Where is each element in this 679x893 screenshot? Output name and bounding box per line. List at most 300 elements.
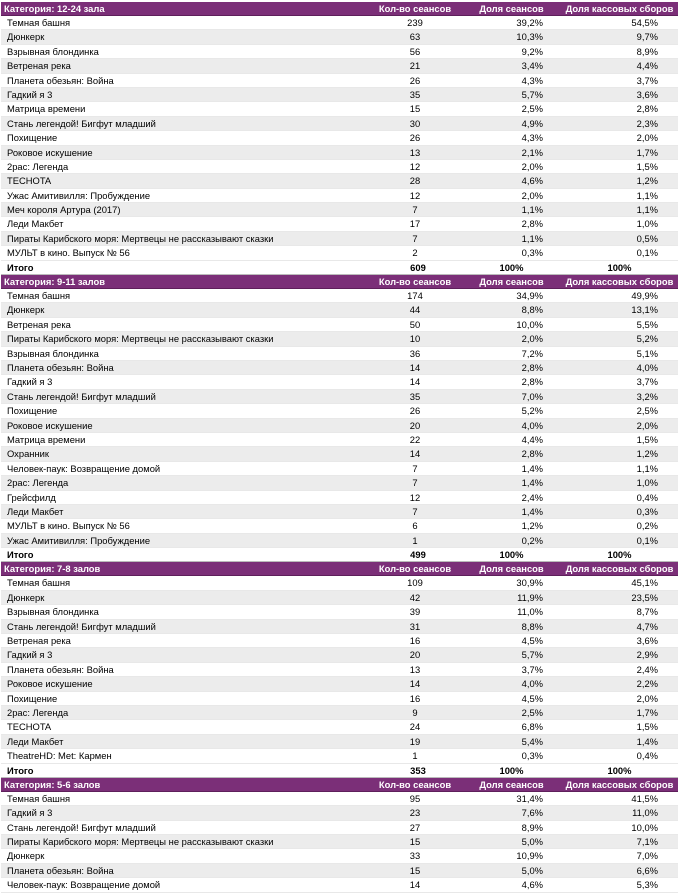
session-count: 30 <box>409 117 421 129</box>
film-title: Гадкий я 3 <box>7 807 53 819</box>
table-row <box>1 605 678 619</box>
session-count: 28 <box>409 175 421 187</box>
col-header-share-box: Доля кассовых сборов <box>565 276 674 288</box>
session-count: 36 <box>409 347 421 359</box>
film-title: Гадкий я 3 <box>7 88 53 100</box>
film-title: Гадкий я 3 <box>7 376 53 388</box>
box-office-share: 1,5% <box>636 433 658 445</box>
col-header-count: Кол-во сеансов <box>378 778 452 790</box>
session-count: 50 <box>409 318 421 330</box>
session-share: 1,1% <box>521 204 543 216</box>
session-count: 26 <box>409 132 421 144</box>
total-session-share: 100% <box>499 549 524 561</box>
film-title: Пираты Карибского моря: Мертвецы не рассказывают сказки <box>7 232 274 244</box>
film-title: Охранник <box>7 448 49 460</box>
col-header-share-sessions: Доля сеансов <box>479 276 544 288</box>
table-row <box>1 849 678 863</box>
col-header-count: Кол-во сеансов <box>378 563 452 575</box>
session-count: 14 <box>409 879 421 891</box>
session-share: 4,3% <box>521 132 543 144</box>
box-office-share: 1,5% <box>636 721 658 733</box>
table-row <box>1 375 678 389</box>
table-row <box>1 433 678 447</box>
film-title: Матрица времени <box>7 103 86 115</box>
session-count: 35 <box>409 88 421 100</box>
film-title: 2рас: Легенда <box>7 477 69 489</box>
session-share: 4,0% <box>521 419 543 431</box>
box-office-share: 1,0% <box>636 477 658 489</box>
film-title: Стань легендой! Бигфут младший <box>7 620 156 632</box>
box-office-share: 49,9% <box>631 290 658 302</box>
session-share: 1,4% <box>521 462 543 474</box>
table-row <box>1 462 678 476</box>
film-title: TECHOTA <box>7 721 52 733</box>
box-office-share: 5,2% <box>636 333 658 345</box>
table-row <box>1 217 678 231</box>
box-office-share: 2,9% <box>636 649 658 661</box>
table-row <box>1 878 678 892</box>
session-share: 0,3% <box>521 750 543 762</box>
session-share: 2,8% <box>521 218 543 230</box>
session-count: 22 <box>409 433 421 445</box>
col-header-share-sessions: Доля сеансов <box>479 778 544 790</box>
session-count: 27 <box>409 821 421 833</box>
film-title: Леди Макбет <box>7 735 64 747</box>
session-count: 13 <box>409 146 421 158</box>
box-office-share: 0,2% <box>636 520 658 532</box>
session-count: 44 <box>409 304 421 316</box>
film-title: Взрывная блондинка <box>7 347 99 359</box>
session-share: 11,9% <box>517 591 543 603</box>
total-box-share: 100% <box>607 549 632 561</box>
session-count: 7 <box>412 477 418 489</box>
session-share: 4,3% <box>521 74 543 86</box>
session-share: 7,0% <box>521 390 543 402</box>
session-count: 63 <box>409 31 421 43</box>
film-title: Ветреная река <box>7 60 71 72</box>
box-office-share: 3,6% <box>636 635 658 647</box>
total-count: 499 <box>410 549 426 561</box>
table-row <box>1 117 678 131</box>
film-title: Леди Макбет <box>7 505 64 517</box>
box-office-share: 23,5% <box>631 591 658 603</box>
film-title: 2рас: Легенда <box>7 706 69 718</box>
box-office-share: 1,1% <box>636 204 658 216</box>
session-count: 26 <box>409 74 421 86</box>
film-title: TECHOTA <box>7 175 52 187</box>
film-title: TheatreHD: Met: Кармен <box>7 750 112 762</box>
box-office-share: 0,4% <box>636 491 658 503</box>
box-office-share: 5,1% <box>636 347 658 359</box>
session-count: 20 <box>409 649 421 661</box>
film-title: Ужас Амитивилля: Пробуждение <box>7 189 151 201</box>
session-share: 8,8% <box>521 620 543 632</box>
session-share: 4,4% <box>521 433 543 445</box>
film-title: Матрица времени <box>7 433 86 445</box>
table-row <box>1 174 678 188</box>
box-office-share: 0,1% <box>636 534 658 546</box>
box-office-share: 0,3% <box>636 505 658 517</box>
film-title: Человек-паук: Возвращение домой <box>7 462 161 474</box>
box-office-share: 1,2% <box>636 448 658 460</box>
session-count: 109 <box>407 577 423 589</box>
total-row <box>1 261 678 275</box>
session-count: 13 <box>409 663 421 675</box>
table-row <box>1 160 678 174</box>
total-session-share: 100% <box>499 261 524 273</box>
session-count: 15 <box>409 864 421 876</box>
session-share: 1,4% <box>521 477 543 489</box>
session-count: 15 <box>409 103 421 115</box>
film-title: Дюнкерк <box>7 591 45 603</box>
box-office-share: 4,0% <box>636 361 658 373</box>
session-share: 2,8% <box>521 361 543 373</box>
col-header-share-box: Доля кассовых сборов <box>565 3 674 14</box>
session-count: 7 <box>412 505 418 517</box>
category-title: Категория: 5-6 залов <box>4 778 101 790</box>
table-row <box>1 289 678 303</box>
box-office-share: 13,1% <box>631 304 658 316</box>
box-office-share: 3,7% <box>636 376 658 388</box>
session-share: 0,3% <box>521 247 543 259</box>
film-title: Планета обезьян: Война <box>7 74 114 86</box>
table-row <box>1 88 678 102</box>
session-count: 14 <box>409 361 421 373</box>
box-office-share: 1,7% <box>636 146 658 158</box>
table-row <box>1 16 678 30</box>
session-share: 2,0% <box>521 333 543 345</box>
session-count: 20 <box>409 419 421 431</box>
session-count: 24 <box>409 721 421 733</box>
session-share: 3,7% <box>521 663 543 675</box>
session-count: 12 <box>409 160 421 172</box>
film-title: Планета обезьян: Война <box>7 864 114 876</box>
table-row <box>1 634 678 648</box>
film-title: Похищение <box>7 132 58 144</box>
box-office-share: 5,3% <box>636 879 658 891</box>
session-share: 34,9% <box>516 290 543 302</box>
session-count: 10 <box>409 333 421 345</box>
col-header-share-box: Доля кассовых сборов <box>565 563 674 575</box>
session-count: 2 <box>412 247 418 259</box>
film-title: Роковое искушение <box>7 146 93 158</box>
box-office-share: 3,2% <box>636 390 658 402</box>
box-office-share: 9,7% <box>636 31 658 43</box>
table-row <box>1 835 678 849</box>
category-header <box>1 562 678 576</box>
category-header <box>1 778 678 792</box>
table-row <box>1 146 678 160</box>
film-title: Роковое искушение <box>7 419 93 431</box>
session-share: 2,5% <box>521 706 543 718</box>
session-count: 16 <box>409 635 421 647</box>
session-share: 4,5% <box>521 692 543 704</box>
box-office-share: 5,5% <box>636 318 658 330</box>
film-title: Ветреная река <box>7 318 71 330</box>
film-title: Темная башня <box>7 792 71 804</box>
session-count: 33 <box>409 850 421 862</box>
box-office-share: 45,1% <box>631 577 658 589</box>
session-count: 17 <box>409 218 421 230</box>
box-office-share: 3,6% <box>636 88 658 100</box>
session-count: 39 <box>409 606 421 618</box>
film-title: Роковое искушение <box>7 678 93 690</box>
col-header-count: Кол-во сеансов <box>378 3 452 14</box>
col-header-count: Кол-во сеансов <box>378 276 452 288</box>
box-office-share: 2,4% <box>636 663 658 675</box>
box-office-share: 7,0% <box>636 850 658 862</box>
box-office-share: 41,5% <box>631 792 658 804</box>
session-share: 2,1% <box>521 146 543 158</box>
session-share: 2,8% <box>521 448 543 460</box>
session-count: 1 <box>412 534 418 546</box>
film-title: Ужас Амитивилля: Пробуждение <box>7 534 151 546</box>
table-row <box>1 131 678 145</box>
table-row <box>1 519 678 533</box>
film-title: Дюнкерк <box>7 304 45 316</box>
session-count: 174 <box>407 290 423 302</box>
box-office-share: 11,0% <box>632 807 658 819</box>
film-title: Планета обезьян: Война <box>7 663 114 675</box>
category-section <box>1 275 678 562</box>
film-title: Пираты Карибского моря: Мертвецы не рассказывают сказки <box>7 333 274 345</box>
col-header-share-sessions: Доля сеансов <box>479 3 544 14</box>
film-title: Дюнкерк <box>7 31 45 43</box>
box-office-share: 1,7% <box>636 706 658 718</box>
session-count: 56 <box>409 45 421 57</box>
film-title: Стань легендой! Бигфут младший <box>7 390 156 402</box>
session-share: 30,9% <box>516 577 543 589</box>
table-row <box>1 30 678 44</box>
session-share: 8,8% <box>521 304 543 316</box>
table-row <box>1 692 678 706</box>
session-share: 5,0% <box>521 836 543 848</box>
total-row <box>1 764 678 778</box>
table-row <box>1 102 678 116</box>
session-count: 23 <box>409 807 421 819</box>
session-count: 21 <box>409 60 421 72</box>
session-share: 2,0% <box>521 189 543 201</box>
box-office-share: 2,0% <box>636 132 658 144</box>
table-row <box>1 59 678 73</box>
table-row <box>1 203 678 217</box>
session-count: 9 <box>412 706 418 718</box>
film-title: Грейсфилд <box>7 491 56 503</box>
session-count: 7 <box>412 204 418 216</box>
table-row <box>1 821 678 835</box>
table-row <box>1 419 678 433</box>
total-row <box>1 548 678 562</box>
session-share: 4,9% <box>521 117 543 129</box>
box-office-share: 4,7% <box>636 620 658 632</box>
box-office-share: 2,8% <box>636 103 658 115</box>
box-office-share: 1,1% <box>636 462 658 474</box>
session-count: 15 <box>409 836 421 848</box>
film-title: МУЛЬТ в кино. Выпуск № 56 <box>7 520 130 532</box>
session-count: 1 <box>412 750 418 762</box>
table-row <box>1 749 678 763</box>
box-office-share: 2,0% <box>636 692 658 704</box>
session-share: 2,5% <box>521 103 543 115</box>
table-row <box>1 663 678 677</box>
table-row <box>1 476 678 490</box>
film-title: Взрывная блондинка <box>7 45 99 57</box>
box-office-share: 3,7% <box>636 74 658 86</box>
table-row <box>1 864 678 878</box>
box-office-share: 8,7% <box>636 606 658 618</box>
box-office-share: 0,5% <box>636 232 658 244</box>
table-row <box>1 620 678 634</box>
box-office-share: 4,4% <box>636 60 658 72</box>
table-row <box>1 735 678 749</box>
session-count: 14 <box>409 678 421 690</box>
total-count: 609 <box>410 261 426 273</box>
total-label: Итого <box>7 549 34 561</box>
table-row <box>1 303 678 317</box>
box-office-share: 0,1% <box>636 247 658 259</box>
table-row <box>1 189 678 203</box>
table-row <box>1 534 678 548</box>
session-count: 6 <box>412 520 418 532</box>
film-title: Взрывная блондинка <box>7 606 99 618</box>
session-count: 31 <box>409 620 421 632</box>
session-count: 16 <box>409 692 421 704</box>
session-share: 9,2% <box>521 45 543 57</box>
box-office-share: 54,5% <box>631 17 658 28</box>
box-office-share: 2,5% <box>636 405 658 417</box>
film-title: Похищение <box>7 405 58 417</box>
category-title: Категория: 12-24 зала <box>4 3 105 14</box>
session-share: 5,2% <box>521 405 543 417</box>
table-row <box>1 677 678 691</box>
table-row <box>1 347 678 361</box>
film-title: МУЛЬТ в кино. Выпуск № 56 <box>7 247 130 259</box>
box-office-share: 6,6% <box>636 864 658 876</box>
film-title: Пираты Карибского моря: Мертвецы не рассказывают сказки <box>7 836 274 848</box>
table-row <box>1 576 678 590</box>
table-row <box>1 648 678 662</box>
session-share: 31,4% <box>516 792 543 804</box>
film-title: Человек-паук: Возвращение домой <box>7 879 161 891</box>
table-row <box>1 332 678 346</box>
table-row <box>1 74 678 88</box>
category-title: Категория: 9-11 залов <box>4 276 105 288</box>
session-share: 2,4% <box>521 491 543 503</box>
session-share: 11,0% <box>517 606 543 618</box>
session-share: 39,2% <box>516 17 543 28</box>
film-title: Гадкий я 3 <box>7 649 53 661</box>
table-row <box>1 232 678 246</box>
total-label: Итого <box>7 261 34 273</box>
session-share: 4,0% <box>521 678 543 690</box>
session-share: 10,3% <box>516 31 543 43</box>
session-count: 35 <box>409 390 421 402</box>
film-title: Планета обезьян: Война <box>7 361 114 373</box>
film-title: Темная башня <box>7 17 71 28</box>
session-share: 7,6% <box>521 807 543 819</box>
table-row <box>1 792 678 806</box>
session-count: 12 <box>409 491 421 503</box>
table-row <box>1 491 678 505</box>
total-label: Итого <box>7 764 34 776</box>
session-share: 4,6% <box>521 175 543 187</box>
table-row <box>1 505 678 519</box>
category-header <box>1 2 678 16</box>
session-share: 2,8% <box>521 376 543 388</box>
box-office-share: 2,3% <box>636 117 658 129</box>
film-title: Меч короля Артура (2017) <box>7 204 121 216</box>
session-share: 5,7% <box>521 88 543 100</box>
session-share: 10,0% <box>516 318 543 330</box>
film-title: 2рас: Легенда <box>7 160 69 172</box>
box-office-share: 0,4% <box>636 750 658 762</box>
session-share: 7,2% <box>521 347 543 359</box>
box-office-share: 10,0% <box>631 821 658 833</box>
session-count: 95 <box>409 792 421 804</box>
session-share: 2,0% <box>521 160 543 172</box>
category-section <box>1 778 678 893</box>
box-office-share: 2,2% <box>636 678 658 690</box>
film-title: Стань легендой! Бигфут младший <box>7 821 156 833</box>
table-row <box>1 720 678 734</box>
session-count: 239 <box>407 17 423 28</box>
box-office-share: 1,1% <box>636 189 658 201</box>
table-row <box>1 591 678 605</box>
session-count: 42 <box>409 591 421 603</box>
session-share: 5,0% <box>521 864 543 876</box>
category-title: Категория: 7-8 залов <box>4 563 101 575</box>
session-count: 7 <box>412 232 418 244</box>
session-share: 1,1% <box>521 232 543 244</box>
box-office-share: 1,4% <box>636 735 658 747</box>
box-office-share: 1,2% <box>636 175 658 187</box>
total-box-share: 100% <box>607 764 632 776</box>
film-title: Стань легендой! Бигфут младший <box>7 117 156 129</box>
table-row <box>1 806 678 820</box>
session-share: 5,4% <box>521 735 543 747</box>
session-share: 3,4% <box>521 60 543 72</box>
box-office-share: 1,0% <box>636 218 658 230</box>
box-office-share: 8,9% <box>636 45 658 57</box>
category-section <box>1 562 678 777</box>
session-share: 1,4% <box>521 505 543 517</box>
box-office-share: 2,0% <box>636 419 658 431</box>
table-row <box>1 706 678 720</box>
box-office-share: 7,1% <box>636 836 658 848</box>
table-row <box>1 45 678 59</box>
table-row <box>1 447 678 461</box>
category-section <box>1 2 678 275</box>
col-header-share-box: Доля кассовых сборов <box>565 778 674 790</box>
session-share: 5,7% <box>521 649 543 661</box>
total-box-share: 100% <box>607 261 632 273</box>
total-session-share: 100% <box>499 764 524 776</box>
session-share: 4,5% <box>521 635 543 647</box>
session-count: 7 <box>412 462 418 474</box>
table-row <box>1 390 678 404</box>
table-row <box>1 361 678 375</box>
session-share: 1,2% <box>521 520 543 532</box>
film-title: Дюнкерк <box>7 850 45 862</box>
session-share: 10,9% <box>516 850 543 862</box>
session-count: 19 <box>409 735 421 747</box>
session-share: 4,6% <box>521 879 543 891</box>
col-header-share-sessions: Доля сеансов <box>479 563 544 575</box>
table-row <box>1 246 678 260</box>
session-count: 26 <box>409 405 421 417</box>
film-title: Темная башня <box>7 577 71 589</box>
table-row <box>1 404 678 418</box>
